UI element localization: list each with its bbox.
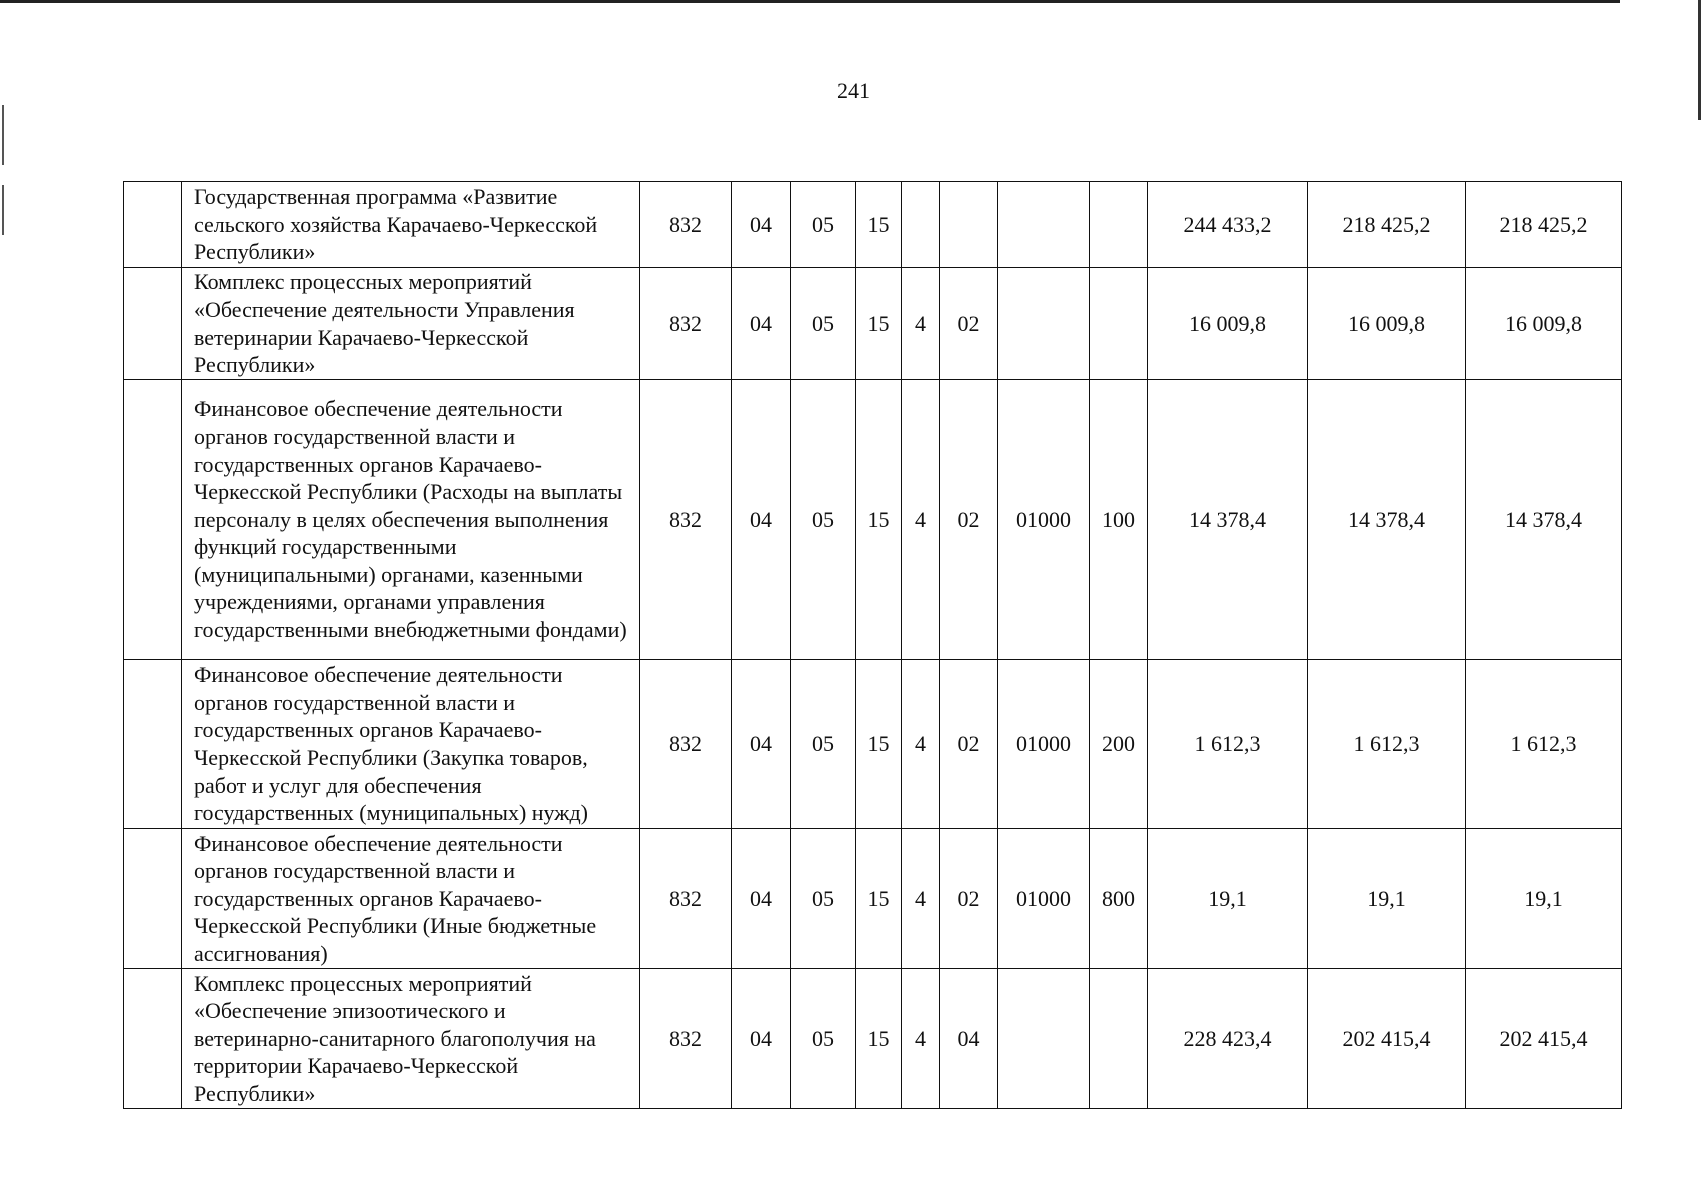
code-expense-type: [1090, 969, 1148, 1109]
amount-year-2: 218 425,2: [1308, 182, 1466, 268]
table-row: [124, 660, 1622, 829]
table-row: [124, 829, 1622, 969]
code-program: 15: [856, 268, 902, 380]
code-direction: [998, 182, 1090, 268]
code-section: 04: [732, 660, 791, 829]
row-description: Комплекс процессных мероприятий «Обеспечение деятельности Управления ветеринарии Карачаево-Черкесской Республики»: [182, 268, 640, 380]
amount-year-3: 218 425,2: [1466, 182, 1622, 268]
scan-margin-mark: [2, 105, 4, 165]
code-expense-type: [1090, 182, 1148, 268]
code-section: 04: [732, 268, 791, 380]
amount-year-1: 228 423,4: [1148, 969, 1308, 1109]
row-number: [124, 829, 182, 969]
code-type: 4: [902, 268, 940, 380]
code-program: 15: [856, 969, 902, 1109]
code-program: 15: [856, 380, 902, 660]
code-expense-type: 800: [1090, 829, 1148, 969]
table-row: [124, 182, 1622, 268]
amount-year-3: 1 612,3: [1466, 660, 1622, 829]
code-type: [902, 182, 940, 268]
scan-top-rule: [0, 0, 1620, 3]
code-type: 4: [902, 660, 940, 829]
amount-year-2: 16 009,8: [1308, 268, 1466, 380]
code-expense-type: [1090, 268, 1148, 380]
code-direction: 01000: [998, 829, 1090, 969]
code-program: 15: [856, 182, 902, 268]
row-description: Комплекс процессных мероприятий «Обеспечение эпизоотического и ветеринарно-санитарного благополучия на территории Карачаево-Черкесской Республики»: [182, 969, 640, 1109]
code-complex: 02: [940, 829, 998, 969]
scan-margin-mark: [2, 185, 4, 235]
row-number: [124, 660, 182, 829]
code-expense-type: 100: [1090, 380, 1148, 660]
code-complex: 02: [940, 268, 998, 380]
amount-year-3: 202 415,4: [1466, 969, 1622, 1109]
row-description: Государственная программа «Развитие сельского хозяйства Карачаево-Черкесской Республики»: [182, 182, 640, 268]
row-description: Финансовое обеспечение деятельности органов государственной власти и государственных органов Карачаево-Черкесской Республики (Закупка товаров, работ и услуг для обеспечения государственных (муниципальных) нужд): [182, 660, 640, 829]
code-section: 04: [732, 380, 791, 660]
amount-year-1: 16 009,8: [1148, 268, 1308, 380]
amount-year-3: 19,1: [1466, 829, 1622, 969]
code-subsection: 05: [791, 380, 856, 660]
code-type: 4: [902, 380, 940, 660]
amount-year-1: 14 378,4: [1148, 380, 1308, 660]
code-section: 04: [732, 969, 791, 1109]
row-number: [124, 969, 182, 1109]
code-direction: [998, 969, 1090, 1109]
amount-year-1: 244 433,2: [1148, 182, 1308, 268]
code-program: 15: [856, 660, 902, 829]
code-complex: 02: [940, 660, 998, 829]
page-number: 241: [837, 78, 870, 103]
code-subsection: 05: [791, 268, 856, 380]
code-type: 4: [902, 969, 940, 1109]
table-row: [124, 268, 1622, 380]
code-complex: 04: [940, 969, 998, 1109]
amount-year-2: 202 415,4: [1308, 969, 1466, 1109]
code-complex: 02: [940, 380, 998, 660]
amount-year-3: 14 378,4: [1466, 380, 1622, 660]
code-ministry: 832: [640, 380, 732, 660]
code-program: 15: [856, 829, 902, 969]
code-subsection: 05: [791, 969, 856, 1109]
table-row: [124, 380, 1622, 660]
code-section: 04: [732, 182, 791, 268]
code-subsection: 05: [791, 829, 856, 969]
amount-year-1: 1 612,3: [1148, 660, 1308, 829]
amount-year-1: 19,1: [1148, 829, 1308, 969]
amount-year-3: 16 009,8: [1466, 268, 1622, 380]
code-ministry: 832: [640, 182, 732, 268]
code-type: 4: [902, 829, 940, 969]
row-number: [124, 182, 182, 268]
code-subsection: 05: [791, 660, 856, 829]
code-direction: [998, 268, 1090, 380]
table-row: [124, 969, 1622, 1109]
code-ministry: 832: [640, 268, 732, 380]
row-description: Финансовое обеспечение деятельности органов государственной власти и государственных органов Карачаево-Черкесской Республики (Расходы на выплаты персоналу в целях обеспечения выполнения функций государственными (муниципальными) органами, казенными учреждениями, органами управления государственными внебюджетными фондами): [182, 380, 640, 660]
amount-year-2: 19,1: [1308, 829, 1466, 969]
code-ministry: 832: [640, 969, 732, 1109]
amount-year-2: 14 378,4: [1308, 380, 1466, 660]
code-direction: 01000: [998, 660, 1090, 829]
row-description: Финансовое обеспечение деятельности органов государственной власти и государственных органов Карачаево-Черкесской Республики (Иные бюджетные ассигнования): [182, 829, 640, 969]
code-direction: 01000: [998, 380, 1090, 660]
code-subsection: 05: [791, 182, 856, 268]
code-expense-type: 200: [1090, 660, 1148, 829]
budget-table: [123, 181, 1622, 1109]
amount-year-2: 1 612,3: [1308, 660, 1466, 829]
code-section: 04: [732, 829, 791, 969]
code-ministry: 832: [640, 660, 732, 829]
code-complex: [940, 182, 998, 268]
code-ministry: 832: [640, 829, 732, 969]
row-number: [124, 380, 182, 660]
row-number: [124, 268, 182, 380]
